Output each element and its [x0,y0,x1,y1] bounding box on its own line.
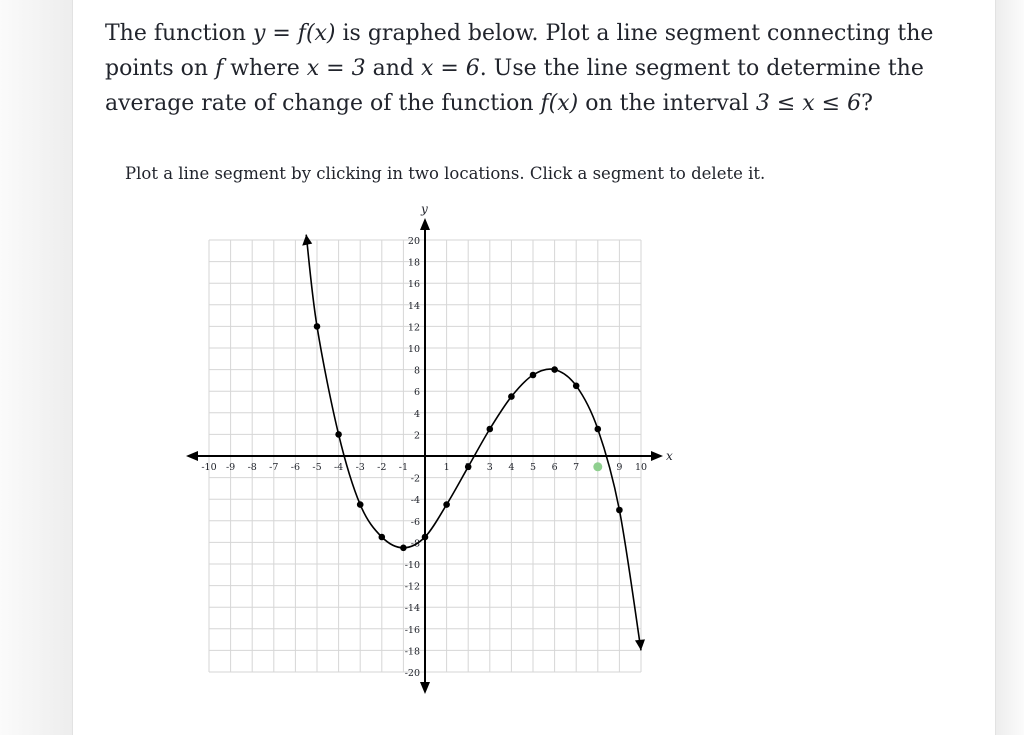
x-tick-label: 7 [573,462,580,473]
question-part: . Use the line segment to determine the average rate of change of the function [105,56,924,116]
y-tick-label: -18 [404,646,420,658]
math-f-of-x: f(x) [540,91,579,116]
x-tick-label: -9 [225,462,236,473]
math-interval: 3 ≤ x ≤ 6 [755,91,862,116]
y-tick-label: -14 [404,603,420,615]
question-part: The function [105,21,253,46]
question-part: where [223,56,307,81]
curve-point [508,393,515,400]
curve-point [400,545,407,552]
x-axis-label: x [666,449,673,463]
curve-point [530,372,537,379]
y-tick-label: -16 [404,624,420,636]
x-tick-label: -4 [333,462,344,473]
curve-point [314,323,321,330]
y-tick-label: -2 [410,473,420,485]
math-x-equals-3: x = 3 [306,56,366,81]
x-tick-label: -10 [201,462,217,473]
y-tick-label: -20 [404,668,420,679]
x-tick-label: -7 [269,462,279,473]
y-tick-label: 12 [407,322,420,334]
y-tick-label: 8 [413,365,420,377]
y-axis-label: y [421,202,428,216]
y-tick-label: -8 [410,538,420,550]
y-tick-label: -4 [410,495,420,507]
x-tick-label: -6 [290,462,301,473]
x-tick-label: -3 [355,462,365,473]
hover-point-indicator [593,462,602,471]
curve-point [595,426,602,433]
instruction-text: Plot a line segment by clicking in two locations. Click a segment to delete it. [125,164,766,183]
question-part: is graphed below. Plot a line segment connecting the points on [105,21,934,81]
math-y-equals-f-of-x: y = f(x) [252,21,336,46]
y-tick-label: -12 [404,581,420,593]
x-tick-label: -1 [398,462,409,473]
x-tick-label: -5 [312,462,322,473]
y-tick-label: -6 [410,516,420,528]
x-tick-label: 9 [616,462,623,473]
curve-point [422,534,429,541]
x-tick-label: 5 [529,462,537,473]
question-part: on the interval [578,91,756,116]
x-axis-left-arrow-icon [186,451,198,461]
y-tick-label: -10 [404,560,420,571]
x-tick-label: 10 [634,462,648,473]
x-tick-label: 1 [443,462,450,473]
y-tick-label: 14 [407,300,420,312]
x-tick-label: 6 [551,462,558,473]
x-tick-label: 4 [508,462,515,473]
curve-point [443,501,450,508]
question-part: ? [861,91,873,116]
curve-point [379,534,386,541]
y-tick-label: 20 [407,236,420,247]
curve-point [335,431,342,438]
y-axis-down-arrow-icon [420,682,430,694]
x-tick-label: -8 [247,462,257,473]
curve-point [616,507,623,514]
math-x-equals-6: x = 6 [420,56,480,81]
math-f: f [215,56,224,81]
x-tick-label: 3 [486,462,493,473]
y-tick-label: 4 [413,408,420,420]
y-tick-label: 18 [407,257,420,269]
y-tick-label: 6 [413,387,420,399]
curve-point [573,383,580,390]
y-axis-up-arrow-icon [420,218,430,230]
question-part: and [365,56,421,81]
curve-point [551,366,558,373]
curve-point [465,464,472,471]
y-tick-label: 10 [407,344,420,355]
y-tick-label: 16 [407,279,420,291]
curve-point [357,501,364,508]
x-axis-right-arrow-icon [651,451,663,461]
x-tick-label: -2 [377,462,387,473]
curve-point [487,426,494,433]
y-tick-label: 2 [413,430,420,442]
hover-indicator [593,462,602,471]
